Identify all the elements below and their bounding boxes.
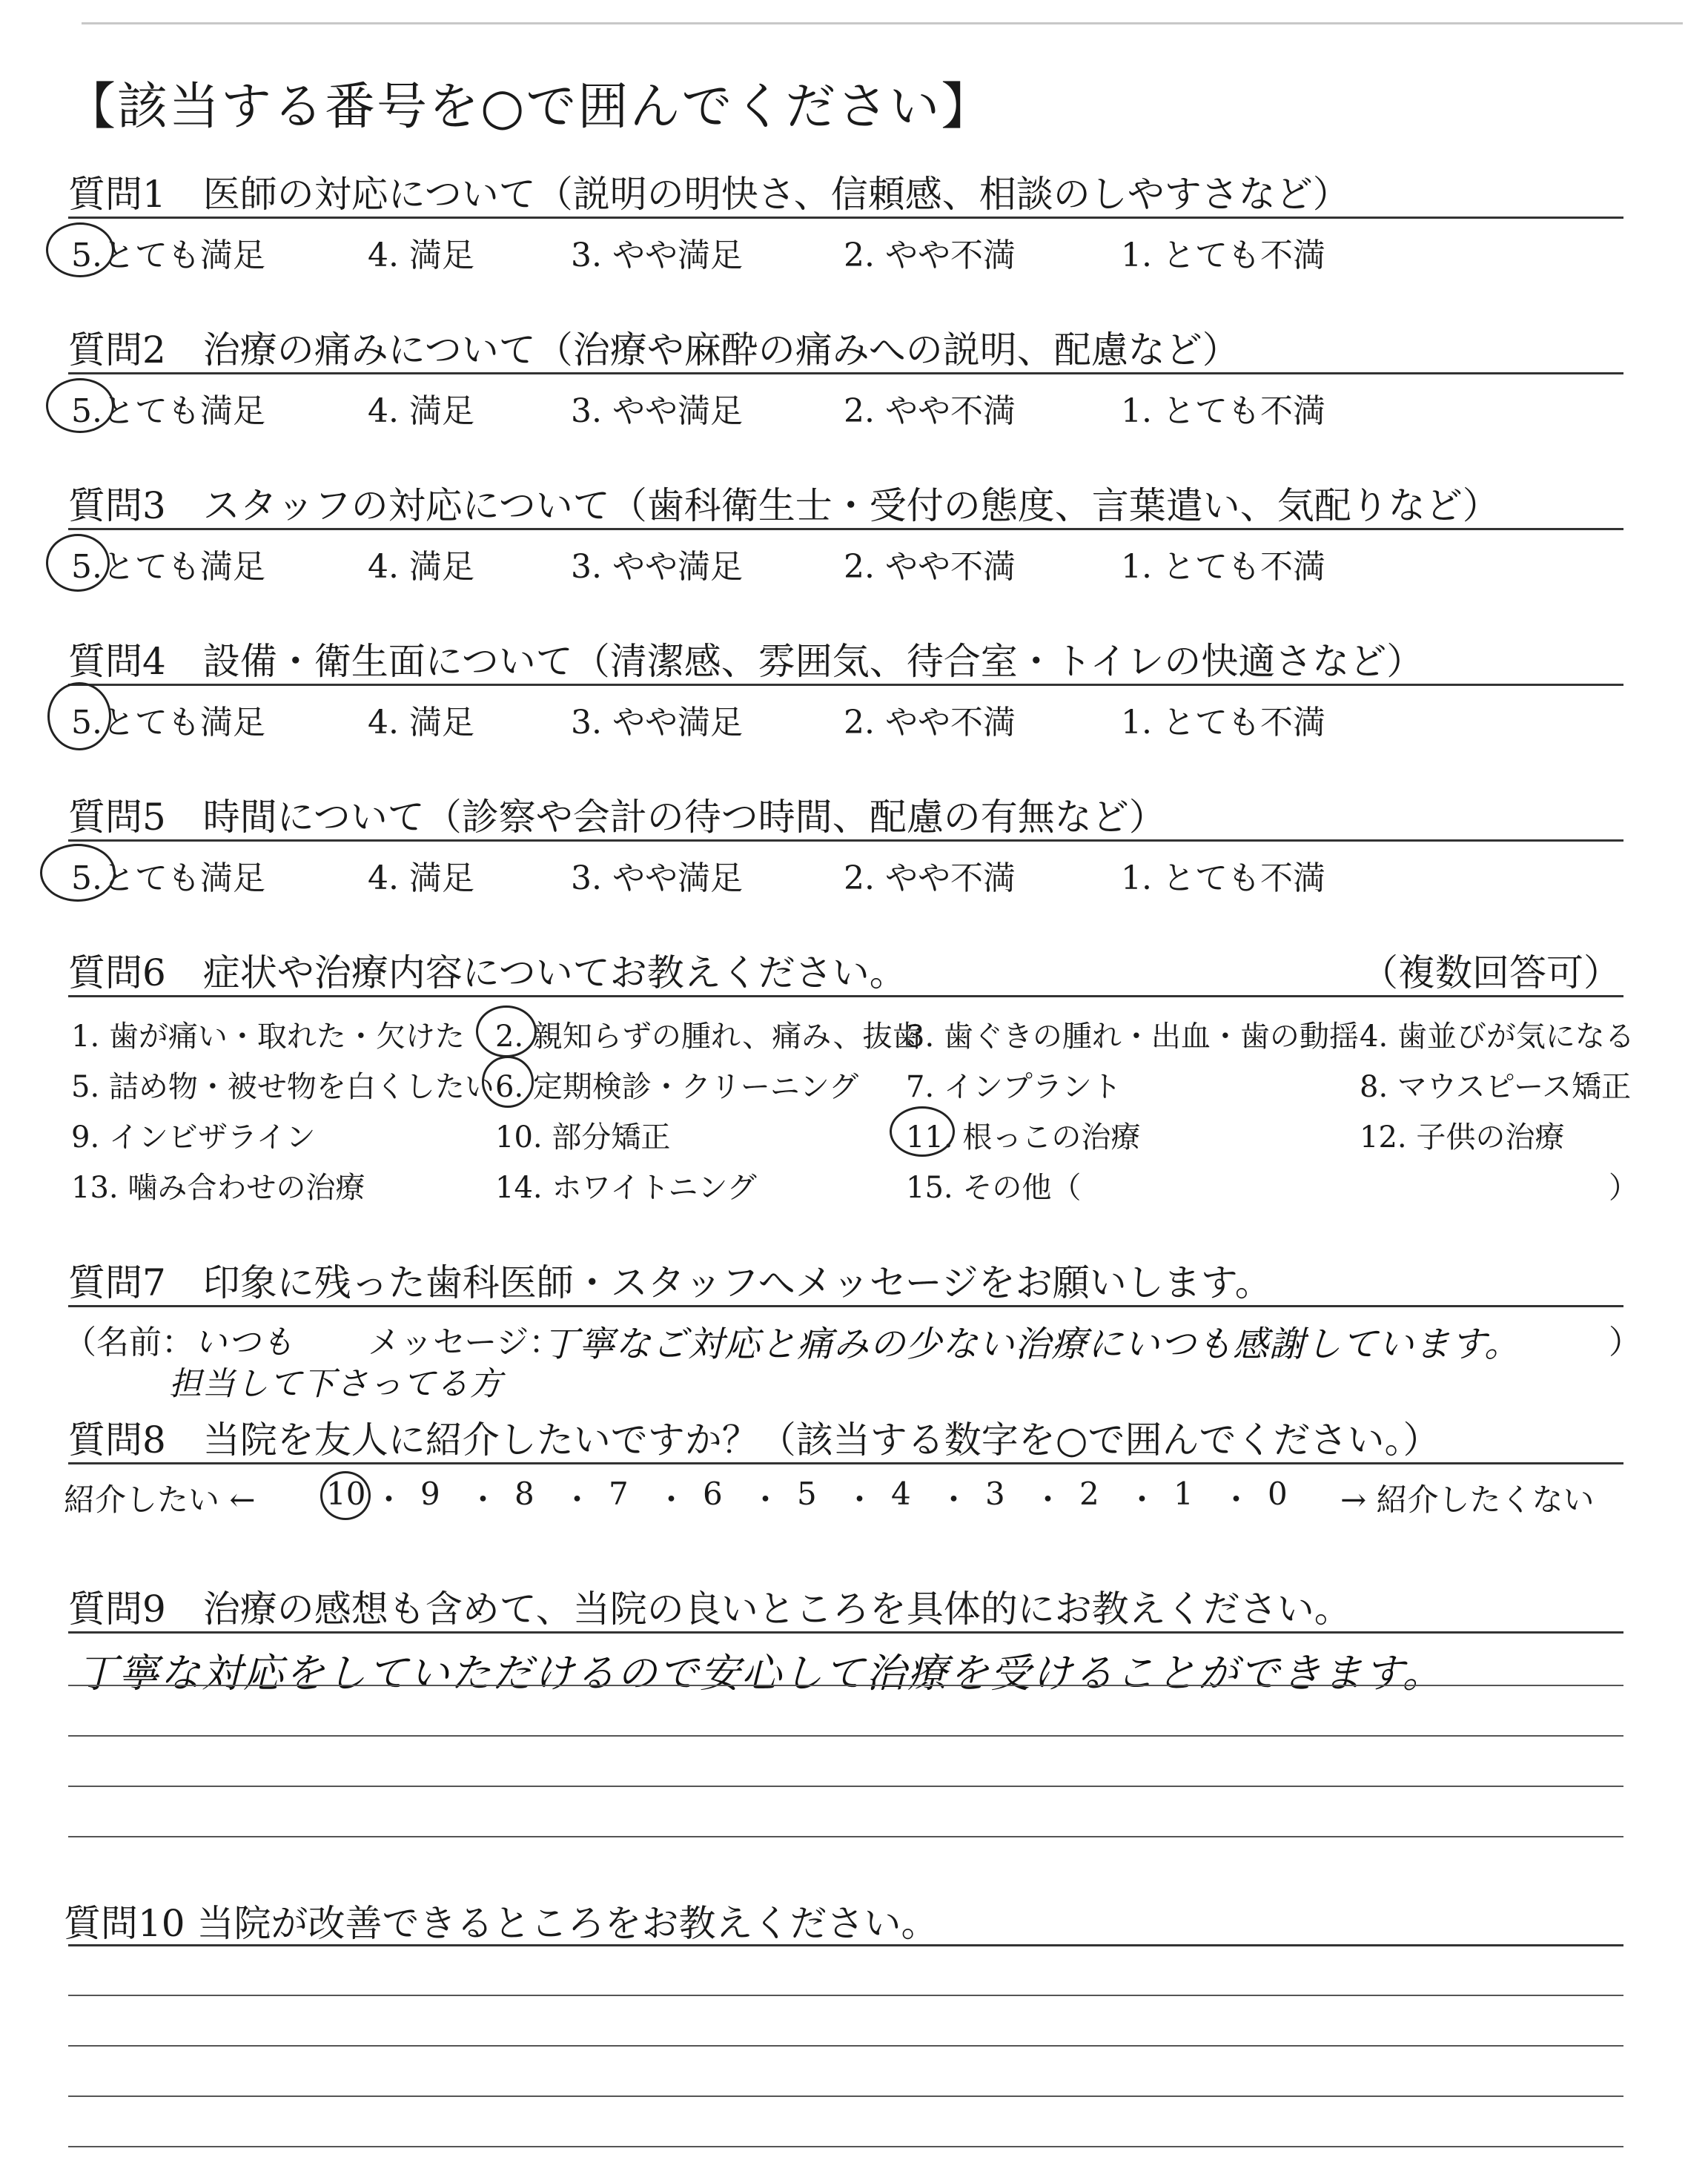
top-border: [82, 22, 1683, 24]
q6-selection-circle-6: [482, 1056, 534, 1108]
q8-scale-separator: ・: [467, 1482, 499, 1518]
q9-answer-line-3: [68, 1786, 1623, 1787]
q8-scale-separator: ・: [938, 1482, 970, 1518]
q6-option-10[interactable]: 10. 部分矯正: [495, 1120, 671, 1155]
q5-rule: [68, 839, 1623, 842]
q6-option-11[interactable]: 11. 根っこの治療: [906, 1120, 1141, 1155]
q6-option-14[interactable]: 14. ホワイトニング: [495, 1171, 757, 1205]
q4-heading: 質問4 設備・衛生面について（清潔感、雰囲気、待合室・トイレの快適さなど）: [68, 640, 1424, 683]
q7-message-value[interactable]: 丁寧なご対応と痛みの少ない治療にいつも感謝しています。: [543, 1324, 1521, 1365]
q1-option-4[interactable]: 4. 満足: [368, 237, 474, 274]
q6-option-9[interactable]: 9. インビザライン: [71, 1120, 316, 1155]
q1-rule: [68, 217, 1623, 219]
q3-option-4[interactable]: 4. 満足: [368, 548, 474, 586]
q8-scale-1[interactable]: 1: [1174, 1476, 1194, 1512]
q6-option-15[interactable]: 15. その他（: [906, 1171, 1082, 1205]
q9-answer-line-1: [68, 1685, 1623, 1686]
q7-rule: [68, 1305, 1623, 1307]
q4-selection-circle: [47, 682, 111, 750]
q8-scale-0[interactable]: 0: [1268, 1476, 1288, 1512]
q6-heading: 質問6 症状や治療内容についてお教えください。: [68, 951, 907, 994]
q9-answer-line-2: [68, 1735, 1623, 1737]
q4-rule: [68, 684, 1623, 686]
q7-name-value-line1[interactable]: いつも: [194, 1324, 294, 1361]
q7-message-label: メッセージ：: [368, 1324, 562, 1361]
q9-answer[interactable]: 丁寧な対応をしていただけるので安心して治療を受けることができます。: [77, 1650, 1444, 1697]
q5-option-5[interactable]: 5.とても満足: [71, 859, 265, 897]
q2-option-2[interactable]: 2. やや不満: [844, 392, 1016, 430]
q9-heading: 質問9 治療の感想も含めて、当院の良いところを具体的にお教えください。: [68, 1588, 1351, 1631]
q3-selection-circle: [46, 534, 110, 592]
q6-option-7[interactable]: 7. インプラント: [906, 1070, 1122, 1104]
q4-option-4[interactable]: 4. 満足: [368, 704, 474, 742]
q5-option-1[interactable]: 1. とても不満: [1121, 859, 1325, 897]
q10-answer-line-3: [68, 2095, 1623, 2097]
q8-rule: [68, 1462, 1623, 1464]
q2-option-1[interactable]: 1. とても不満: [1121, 392, 1325, 430]
q4-option-5[interactable]: 5.とても満足: [71, 704, 265, 742]
q3-option-1[interactable]: 1. とても不満: [1121, 548, 1325, 586]
q8-scale-5[interactable]: 5: [797, 1476, 817, 1512]
q6-option-4[interactable]: 4. 歯並びが気になる: [1360, 1020, 1635, 1054]
q3-rule: [68, 528, 1623, 530]
q1-option-3[interactable]: 3. やや満足: [571, 237, 743, 274]
q3-option-3[interactable]: 3. やや満足: [571, 548, 743, 586]
q1-heading: 質問1 医師の対応について（説明の明快さ、信頼感、相談のしやすさなど）: [68, 173, 1350, 216]
q6-rule: [68, 995, 1623, 997]
q8-scale-separator: ・: [655, 1482, 687, 1518]
q10-answer-line-2: [68, 2045, 1623, 2047]
q7-name-value-line2[interactable]: 担当して下さってる方: [169, 1365, 503, 1403]
q6-option-6[interactable]: 6. 定期検診・クリーニング: [495, 1070, 859, 1104]
q8-scale-separator: ・: [749, 1482, 781, 1518]
q1-option-5[interactable]: 5.とても満足: [71, 237, 265, 274]
q6-selection-circle-2: [476, 1005, 537, 1057]
q7-close-paren: ）: [1609, 1324, 1641, 1361]
q7-name-label: （名前：: [64, 1324, 194, 1361]
q6-option-2[interactable]: 2. 親知らずの腫れ、痛み、抜歯: [495, 1020, 922, 1054]
q6-note: （複数回答可）: [1361, 951, 1621, 994]
q8-scale-9[interactable]: 9: [420, 1476, 440, 1512]
q4-option-1[interactable]: 1. とても不満: [1121, 704, 1325, 742]
q8-scale-separator: ・: [1126, 1482, 1158, 1518]
q1-selection-circle: [46, 222, 114, 277]
q5-heading: 質問5 時間について（診察や会計の待つ時間、配慮の有無など）: [68, 796, 1166, 839]
q1-option-1[interactable]: 1. とても不満: [1121, 237, 1325, 274]
q8-scale-separator: ・: [1032, 1482, 1064, 1518]
q8-scale-4[interactable]: 4: [891, 1476, 911, 1512]
q7-heading: 質問7 印象に残った歯科医師・スタッフへメッセージをお願いします。: [68, 1261, 1272, 1304]
q8-heading: 質問8 当院を友人に紹介したいですか？（該当する数字を○で囲んでください。）: [68, 1418, 1440, 1462]
q5-option-4[interactable]: 4. 満足: [368, 859, 474, 897]
q8-scale-10[interactable]: 10: [326, 1476, 366, 1512]
q6-option-8[interactable]: 8. マウスピース矯正: [1360, 1070, 1632, 1104]
q8-scale-7[interactable]: 7: [609, 1476, 629, 1512]
q6-option-1[interactable]: 1. 歯が痛い・取れた・欠けた: [71, 1020, 465, 1054]
q3-heading: 質問3 スタッフの対応について（歯科衛生士・受付の態度、言葉遣い、気配りなど）: [68, 484, 1500, 527]
q8-scale-separator: ・: [373, 1482, 405, 1518]
q2-option-3[interactable]: 3. やや満足: [571, 392, 743, 430]
q8-scale-6[interactable]: 6: [703, 1476, 723, 1512]
q6-option-13[interactable]: 13. 噛み合わせの治療: [71, 1171, 365, 1205]
q6-selection-circle-11: [890, 1106, 955, 1157]
q6-option-12[interactable]: 12. 子供の治療: [1360, 1120, 1565, 1155]
q2-option-4[interactable]: 4. 満足: [368, 392, 474, 430]
q1-option-2[interactable]: 2. やや不満: [844, 237, 1016, 274]
q8-left-label: 紹介したい ←: [64, 1482, 256, 1518]
q9-rule: [68, 1631, 1623, 1634]
q9-answer-line-4: [68, 1836, 1623, 1837]
q8-scale-3[interactable]: 3: [985, 1476, 1005, 1512]
q8-scale-separator: ・: [561, 1482, 593, 1518]
q2-option-5[interactable]: 5.とても満足: [71, 392, 265, 430]
q8-scale-separator: ・: [1220, 1482, 1252, 1518]
q5-selection-circle: [40, 844, 116, 902]
q2-rule: [68, 372, 1623, 374]
page-title: 【該当する番号を○で囲んでください】: [65, 78, 993, 136]
q5-option-3[interactable]: 3. やや満足: [571, 859, 743, 897]
q10-heading: 質問10 当院が改善できるところをお教えください。: [64, 1902, 939, 1945]
q3-option-2[interactable]: 2. やや不満: [844, 548, 1016, 586]
q10-answer-line-1: [68, 1995, 1623, 1996]
q8-scale-2[interactable]: 2: [1079, 1476, 1099, 1512]
q8-right-label: → 紹介したくない: [1340, 1482, 1595, 1518]
q4-option-3[interactable]: 3. やや満足: [571, 704, 743, 742]
q3-option-5[interactable]: 5.とても満足: [71, 548, 265, 586]
q6-option-5[interactable]: 5. 詰め物・被せ物を白くしたい: [71, 1070, 494, 1104]
q8-scale-8[interactable]: 8: [514, 1476, 534, 1512]
q6-option-15-close: ）: [1609, 1171, 1638, 1205]
q4-option-2[interactable]: 2. やや不満: [844, 704, 1016, 742]
q6-option-3[interactable]: 3. 歯ぐきの腫れ・出血・歯の動揺: [906, 1020, 1359, 1054]
q10-answer-line-4: [68, 2146, 1623, 2147]
q10-rule: [68, 1944, 1623, 1946]
q2-heading: 質問2 治療の痛みについて（治療や麻酔の痛みへの説明、配慮など）: [68, 328, 1239, 371]
q2-selection-circle: [46, 378, 114, 433]
q8-scale-separator: ・: [844, 1482, 875, 1518]
q8-selection-circle: [320, 1471, 371, 1520]
q5-option-2[interactable]: 2. やや不満: [844, 859, 1016, 897]
